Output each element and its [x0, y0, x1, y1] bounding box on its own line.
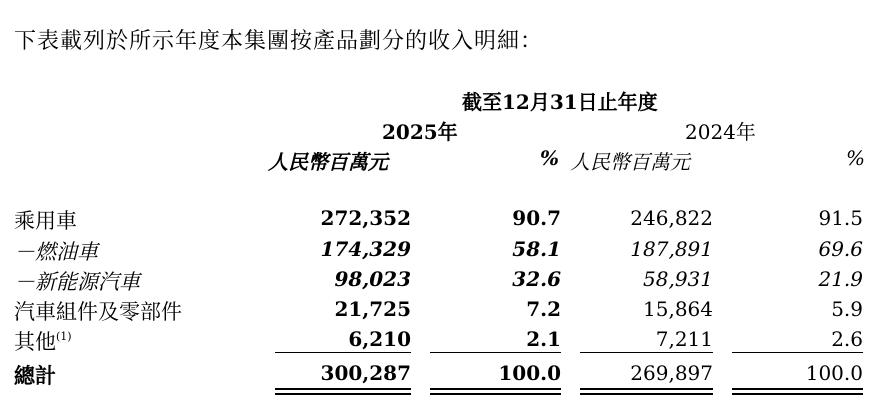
- unit-2025-header: 人民幣百萬元: [268, 150, 388, 174]
- total-double-rule: [580, 393, 713, 395]
- total-double-rule: [430, 393, 561, 395]
- total-double-rule: [732, 393, 863, 395]
- period-header: 截至12月31日止年度: [462, 90, 658, 114]
- cell-2025-value: 174,329: [320, 237, 411, 261]
- subtotal-rule: [732, 352, 863, 353]
- row-label-total: 總計: [14, 363, 56, 388]
- cell-2024-pct: 5.9: [831, 297, 863, 321]
- cell-2024-value: 187,891: [630, 237, 713, 261]
- total-double-rule: [732, 388, 863, 390]
- subtotal-rule: [275, 352, 411, 353]
- cell-2024-pct: 91.5: [818, 206, 863, 230]
- cell-2025-pct: 58.1: [512, 237, 561, 261]
- total-double-rule: [275, 388, 411, 390]
- year-2024-header: 2024年: [685, 120, 756, 144]
- cell-2025-pct: 90.7: [512, 206, 561, 230]
- row-label-auto-parts: 汽車組件及零部件: [14, 300, 182, 324]
- total-double-rule: [275, 393, 411, 395]
- cell-2024-value: 246,822: [630, 206, 713, 230]
- intro-text: 下表載列於所示年度本集團按產品劃分的收入明細：: [14, 29, 544, 54]
- total-double-rule: [580, 388, 713, 390]
- cell-2025-value: 272,352: [320, 206, 411, 230]
- subtotal-rule: [430, 352, 561, 353]
- total-double-rule: [430, 388, 561, 390]
- cell-2025-value: 6,210: [348, 327, 411, 351]
- total-2024-pct: 100.0: [805, 361, 863, 385]
- row-label-new-energy-vehicles: －新能源汽車: [14, 270, 140, 294]
- cell-2025-value: 98,023: [334, 267, 411, 291]
- total-2025-pct: 100.0: [498, 361, 561, 385]
- cell-2024-value: 7,211: [655, 327, 713, 351]
- cell-2025-pct: 2.1: [526, 327, 561, 351]
- unit-2024-header: 人民幣百萬元: [570, 150, 690, 174]
- total-2025-value: 300,287: [320, 361, 411, 385]
- cell-2024-pct: 21.9: [818, 267, 863, 291]
- cell-2025-pct: 32.6: [512, 267, 561, 291]
- cell-2025-value: 21,725: [334, 297, 411, 321]
- cell-2024-pct: 2.6: [831, 327, 863, 351]
- pct-2024-header: %: [846, 146, 866, 170]
- cell-2025-pct: 7.2: [526, 297, 561, 321]
- cell-2024-value: 15,864: [643, 297, 713, 321]
- cell-2024-value: 58,931: [643, 267, 713, 291]
- pct-2025-header: %: [540, 146, 560, 170]
- footnote-marker: (1): [56, 330, 72, 343]
- year-2025-header: 2025年: [382, 120, 458, 144]
- row-label-passenger-vehicles: 乘用車: [14, 209, 77, 233]
- subtotal-rule: [580, 352, 713, 353]
- cell-2024-pct: 69.6: [818, 237, 863, 261]
- row-label-others: 其他$^{(1)}$: [14, 330, 72, 354]
- row-label-fuel-vehicles: －燃油車: [14, 240, 98, 264]
- total-2024-value: 269,897: [630, 361, 713, 385]
